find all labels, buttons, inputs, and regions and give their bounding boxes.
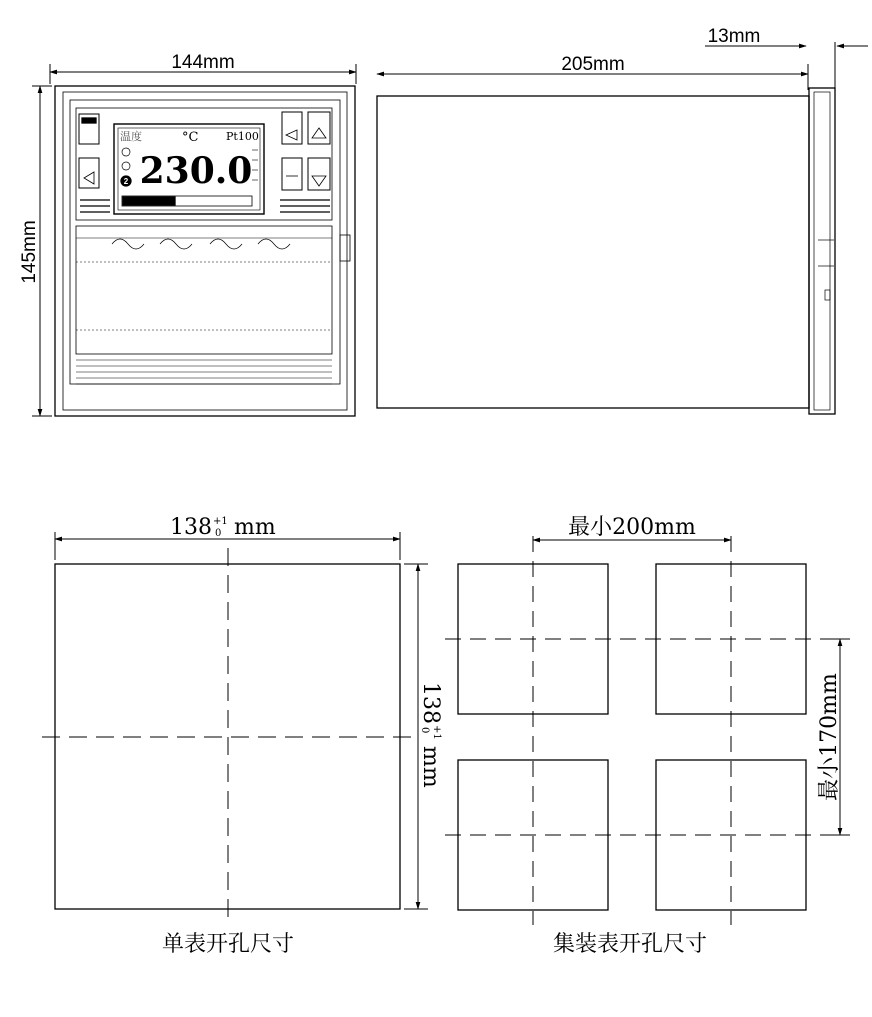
multi-horizontal-label: 最小200mm (568, 515, 696, 540)
multi-cutout-dimensions (533, 540, 850, 835)
side-depth-label: 205mm (561, 54, 625, 75)
bezel-depth-label: 13mm (707, 26, 761, 47)
single-height-base: 138 (418, 682, 443, 724)
multi-cutout (445, 536, 820, 925)
single-width-tol-zero: 0 (215, 528, 222, 539)
single-width-unit: mm (234, 515, 276, 540)
display-label: 温度 (120, 131, 142, 143)
side-view (377, 88, 835, 414)
display-value: 230.0 (139, 150, 253, 192)
display-sensor: Pt100 (226, 130, 259, 143)
multi-cutout-caption: 集装表开孔尺寸 (552, 932, 708, 957)
single-height-tol-plus: +1 (431, 725, 442, 740)
alarm-number: 2 (123, 177, 129, 186)
single-cutout-caption: 单表开孔尺寸 (161, 932, 295, 957)
display-unit: °C (182, 130, 199, 145)
single-height-unit: mm (418, 746, 443, 788)
single-width-base: 138 (170, 515, 212, 540)
front-dimension-lines (32, 64, 356, 416)
single-cutout (42, 548, 412, 925)
multi-vertical-label: 最小170mm (817, 673, 842, 801)
front-width-label: 144mm (171, 52, 235, 73)
front-view (55, 86, 355, 416)
single-height-tol-zero: 0 (419, 727, 430, 734)
single-width-tol-plus: +1 (213, 516, 228, 527)
front-height-label: 145mm (19, 220, 40, 284)
single-cutout-dimensions (55, 532, 428, 909)
